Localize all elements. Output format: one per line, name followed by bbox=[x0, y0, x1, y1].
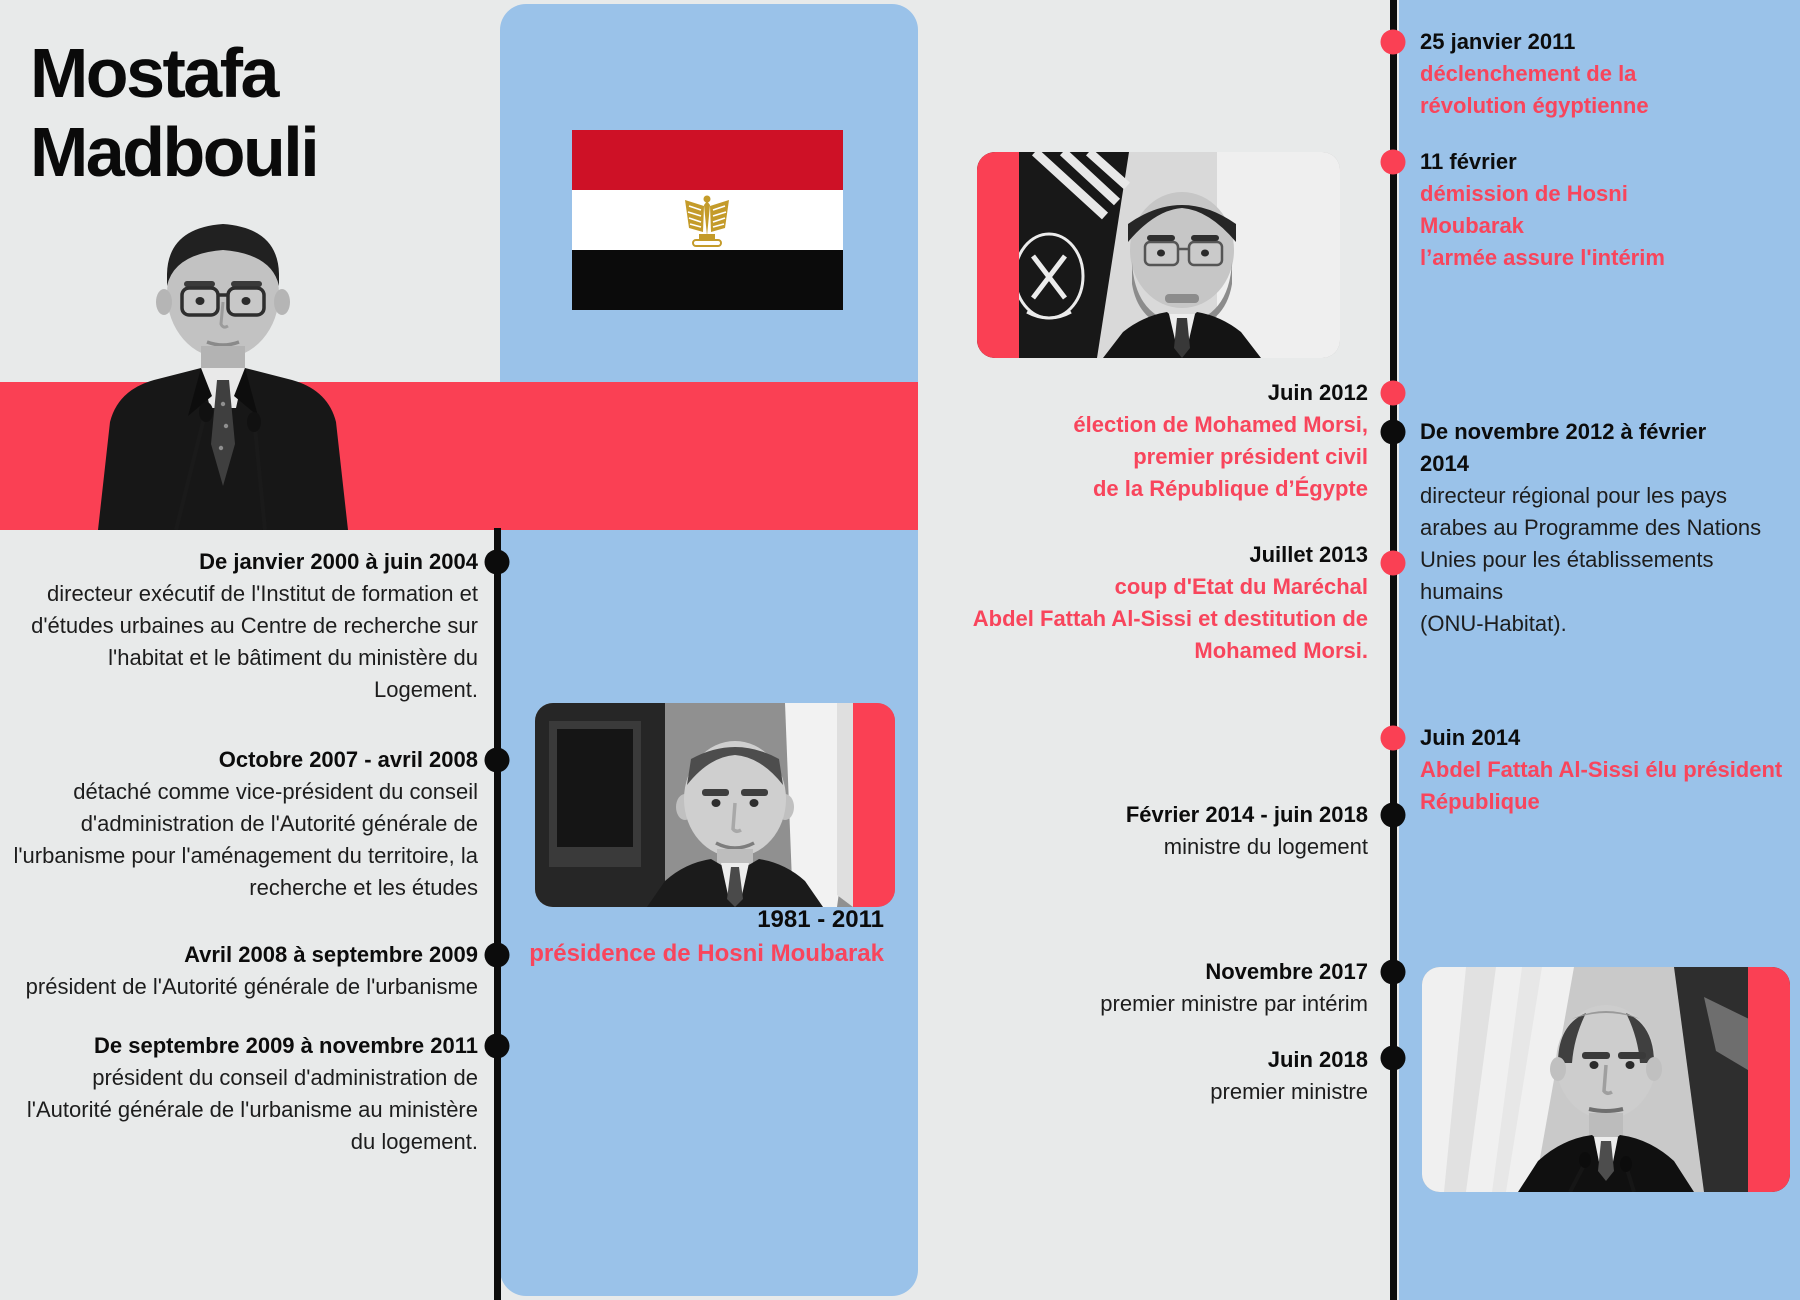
text-line: Unies pour les établissements bbox=[1420, 547, 1714, 572]
timeline-entry bbox=[0, 1030, 478, 1158]
sissi-portrait-illustration bbox=[1422, 967, 1790, 1192]
timeline-dot bbox=[1381, 30, 1406, 55]
photo-abdel-fattah-al-sissi bbox=[1422, 967, 1790, 1192]
photo-mostafa-madbouli bbox=[58, 182, 388, 530]
text-line: ministre du logement bbox=[1163, 834, 1368, 859]
timeline-dot bbox=[1381, 960, 1406, 985]
text-line: l'urbanisme pour l'aménagement du territoire, la bbox=[13, 843, 478, 868]
text-line: De novembre 2012 à février bbox=[1420, 419, 1707, 444]
entry-body bbox=[1420, 178, 1800, 274]
text-line: directeur exécutif de l'Institut de formation et bbox=[47, 581, 478, 606]
text-line: Logement. bbox=[374, 677, 478, 702]
flag-eagle-emblem bbox=[677, 192, 737, 248]
timeline-entry bbox=[828, 1044, 1368, 1108]
text-line: Juin 2018 bbox=[1267, 1047, 1368, 1072]
title-line-1: Mostafa bbox=[30, 34, 277, 112]
entry-date bbox=[0, 546, 478, 578]
date-line: De septembre 2009 à novembre 2011 bbox=[93, 1033, 478, 1058]
entry-body bbox=[1420, 58, 1800, 122]
text-line: Juillet 2013 bbox=[1249, 542, 1368, 567]
timeline-entry bbox=[1420, 722, 1800, 818]
timeline-dot bbox=[485, 748, 510, 773]
timeline-entry bbox=[0, 744, 478, 904]
text-line: Juin 2012 bbox=[1267, 380, 1368, 405]
entry-date bbox=[828, 377, 1368, 409]
timeline-dot bbox=[485, 943, 510, 968]
entry-date bbox=[0, 1030, 478, 1062]
photo-red-stripe bbox=[977, 152, 1019, 358]
timeline-entry bbox=[828, 539, 1368, 667]
entry-date bbox=[0, 939, 478, 971]
flag-red-band bbox=[572, 130, 843, 190]
text-line: d'administration de l'Autorité générale de bbox=[80, 811, 478, 836]
entry-date bbox=[828, 956, 1368, 988]
timeline-entry bbox=[828, 799, 1368, 863]
entry-body bbox=[828, 831, 1368, 863]
timeline-dot bbox=[1381, 551, 1406, 576]
photo-mohamed-morsi bbox=[977, 152, 1340, 358]
timeline-entry bbox=[828, 956, 1368, 1020]
text-line: président du conseil d'administration de bbox=[92, 1065, 478, 1090]
text-line: Février 2014 - juin 2018 bbox=[1125, 802, 1368, 827]
timeline-dot bbox=[1381, 150, 1406, 175]
entry-body bbox=[0, 578, 478, 706]
text-line: 25 janvier 2011 bbox=[1420, 29, 1576, 54]
text-line: l’armée assure l'intérim bbox=[1420, 245, 1665, 270]
title-line-2: Madbouli bbox=[30, 113, 318, 191]
timeline-dot bbox=[1381, 803, 1406, 828]
text-line: Mohamed Morsi. bbox=[1194, 638, 1368, 663]
text-line: directeur régional pour les pays bbox=[1420, 483, 1727, 508]
text-line: Abdel Fattah Al-Sissi et destitution de bbox=[972, 606, 1368, 631]
mubarak-label: présidence de Hosni Moubarak bbox=[529, 940, 884, 967]
text-line: l'habitat et le bâtiment du ministère du bbox=[108, 645, 478, 670]
text-line: déclenchement de la bbox=[1420, 61, 1637, 86]
entry-body bbox=[0, 776, 478, 904]
date-line: Avril 2008 à septembre 2009 bbox=[184, 942, 478, 967]
entry-body bbox=[0, 1062, 478, 1158]
timeline-dot bbox=[1381, 420, 1406, 445]
text-line: République bbox=[1420, 789, 1540, 814]
timeline-entry bbox=[1420, 416, 1800, 640]
text-line: élection de Mohamed Morsi, bbox=[1073, 412, 1368, 437]
entry-body bbox=[828, 1076, 1368, 1108]
entry-body bbox=[828, 571, 1368, 667]
text-line: 2014 bbox=[1420, 451, 1469, 476]
text-line: de la République d’Égypte bbox=[1092, 476, 1368, 501]
timeline-entry bbox=[1420, 146, 1800, 274]
mubarak-years: 1981 - 2011 bbox=[757, 906, 884, 933]
photo-red-stripe bbox=[1748, 967, 1790, 1192]
text-line: Novembre 2017 bbox=[1205, 959, 1368, 984]
timeline-entry bbox=[0, 939, 478, 1003]
timeline-dot bbox=[485, 550, 510, 575]
egypt-flag bbox=[572, 130, 843, 310]
date-line: De janvier 2000 à juin 2004 bbox=[199, 549, 478, 574]
text-line: arabes au Programme des Nations bbox=[1420, 515, 1762, 540]
text-line: premier président civil bbox=[1133, 444, 1368, 469]
text-line: président de l'Autorité générale de l'urbanisme bbox=[25, 974, 478, 999]
text-line: premier ministre par intérim bbox=[1100, 991, 1368, 1016]
text-line: 11 février bbox=[1420, 149, 1517, 174]
entry-date bbox=[0, 744, 478, 776]
entry-date bbox=[1420, 416, 1800, 480]
text-line: démission de Hosni bbox=[1420, 181, 1628, 206]
text-line: Abdel Fattah Al-Sissi élu président bbox=[1420, 757, 1783, 782]
timeline-dot bbox=[485, 1034, 510, 1059]
text-line: révolution égyptienne bbox=[1420, 93, 1649, 118]
entry-body bbox=[828, 988, 1368, 1020]
entry-body bbox=[0, 971, 478, 1003]
morsi-portrait-illustration bbox=[977, 152, 1340, 358]
entry-date bbox=[1420, 722, 1800, 754]
entry-body bbox=[828, 409, 1368, 505]
timeline-dot bbox=[1381, 1046, 1406, 1071]
timeline-dot bbox=[1381, 726, 1406, 751]
text-line: (ONU-Habitat). bbox=[1420, 611, 1567, 636]
timeline-dot bbox=[1381, 381, 1406, 406]
flag-black-band bbox=[572, 250, 843, 310]
text-line: Juin 2014 bbox=[1420, 725, 1521, 750]
page-title bbox=[30, 34, 317, 192]
entry-date bbox=[1420, 146, 1800, 178]
text-line: l'Autorité générale de l'urbanisme au ministère bbox=[26, 1097, 478, 1122]
madbouli-portrait-illustration bbox=[58, 182, 388, 530]
text-line: d'études urbaines au Centre de recherche sur bbox=[31, 613, 478, 638]
entry-date bbox=[828, 799, 1368, 831]
timeline-entry bbox=[828, 377, 1368, 505]
entry-date bbox=[828, 1044, 1368, 1076]
entry-date bbox=[1420, 26, 1800, 58]
entry-body bbox=[1420, 754, 1800, 818]
text-line: coup d'Etat du Maréchal bbox=[1114, 574, 1368, 599]
timeline-entry bbox=[0, 546, 478, 706]
text-line: recherche et les études bbox=[249, 875, 478, 900]
text-line: Moubarak bbox=[1420, 213, 1524, 238]
timeline-entry bbox=[1420, 26, 1800, 122]
left-timeline-line bbox=[494, 528, 501, 1300]
text-line: détaché comme vice-président du conseil bbox=[73, 779, 478, 804]
text-line: du logement. bbox=[350, 1129, 478, 1154]
text-line: premier ministre bbox=[1210, 1079, 1368, 1104]
text-line: humains bbox=[1420, 579, 1504, 604]
right-timeline-line bbox=[1390, 0, 1397, 1300]
entry-body bbox=[1420, 480, 1800, 640]
entry-date bbox=[828, 539, 1368, 571]
date-line: Octobre 2007 - avril 2008 bbox=[218, 747, 478, 772]
